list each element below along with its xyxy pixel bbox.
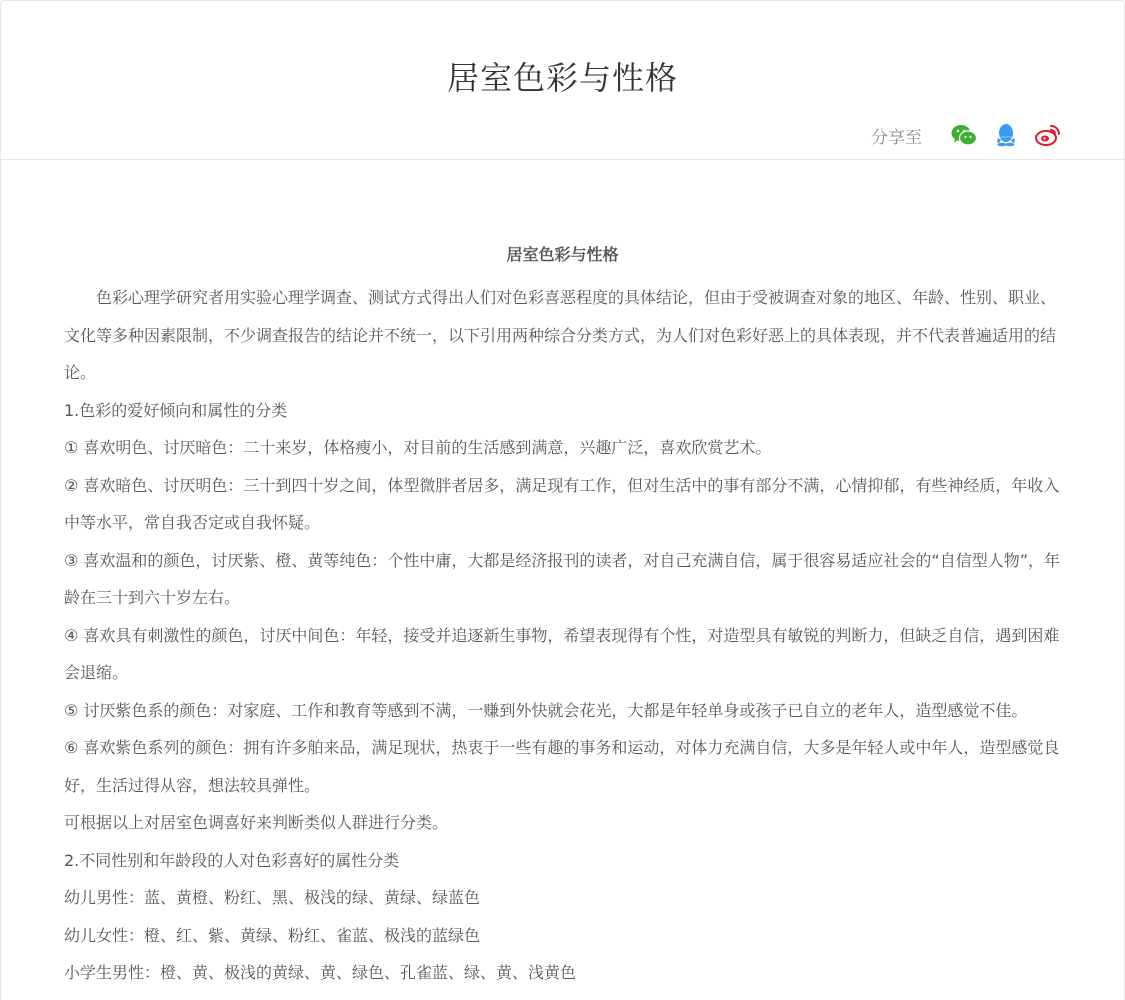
- article-header: [1, 1, 1124, 160]
- share-label: 分享至: [871, 127, 922, 148]
- page-title: 居室色彩与性格: [446, 59, 678, 97]
- article-paragraph: 色彩心理学研究者用实验心理学调查、测试方式得出人们对色彩喜恶程度的具体结论，但由于受被调查对象的地区、年龄、性别、职业、文化等多种因素限制，不少调查报告的结论并不统一，以下引用两种综合分类方式，为人们对色彩好恶上的具体表现，并不代表普遍适用的结论。: [64, 288, 1057, 382]
- article-paragraph: 幼儿男性：蓝、黄橙、粉红、黑、极浅的绿、黄绿、绿蓝色: [64, 888, 481, 907]
- article-paragraph: ⑥ 喜欢紫色系列的颜色：拥有许多舶来品，满足现状，热衷于一些有趣的事务和运动，对体力充满自信，大多是年轻人或中年人，造型感觉良好，生活过得从容，想法较具弹性。: [64, 738, 1060, 795]
- article-paragraph: 幼儿女性：橙、红、紫、黄绿、粉红、雀蓝、极浅的蓝绿色: [64, 925, 481, 945]
- article-title: 居室色彩与性格: [506, 245, 619, 264]
- wechat-icon[interactable]: [950, 121, 978, 149]
- qq-icon[interactable]: [992, 121, 1020, 149]
- article-paragraph: ③ 喜欢温和的颜色，讨厌紫、橙、黄等纯色：个性中庸，大都是经济报刊的读者，对自己充满自信，属于很容易适应社会的“自信型人物”，年龄在三十到六十岁左右。: [64, 550, 1061, 607]
- weibo-icon[interactable]: [1034, 121, 1062, 149]
- article-paragraph: ① 喜欢明色、讨厌暗色：二十来岁，体格瘦小，对目前的生活感到满意，兴趣广泛，喜欢欣赏艺术。: [64, 438, 772, 457]
- article-paragraph: 可根据以上对居室色调喜好来判断类似人群进行分类。: [64, 813, 449, 832]
- article-paragraph: ② 喜欢暗色、讨厌明色：三十到四十岁之间，体型微胖者居多，满足现有工作，但对生活中的事有部分不满，心情抑郁，有些神经质，年收入中等水平，常自我否定或自我怀疑。: [64, 475, 1060, 532]
- section-heading: 2.不同性别和年龄段的人对色彩喜好的属性分类: [64, 850, 400, 870]
- article-paragraph: 小学生男性：橙、黄、极浅的黄绿、黄、绿色、孔雀蓝、绿、黄、浅黄色: [64, 963, 577, 982]
- share-bar: [871, 121, 1062, 149]
- article-paragraph: ⑤ 讨厌紫色系的颜色：对家庭、工作和教育等感到不满，一赚到外快就会花光，大都是年轻单身或孩子已自立的老年人，造型感觉不佳。: [64, 700, 1028, 720]
- article-paragraph: ④ 喜欢具有刺激性的颜色，讨厌中间色：年轻，接受并追逐新生事物，希望表现得有个性，对造型具有敏锐的判断力，但缺乏自信，遇到困难会退缩。: [64, 625, 1060, 682]
- article-content: [64, 241, 1061, 992]
- section-heading: 1.色彩的爱好倾向和属性的分类: [64, 400, 288, 420]
